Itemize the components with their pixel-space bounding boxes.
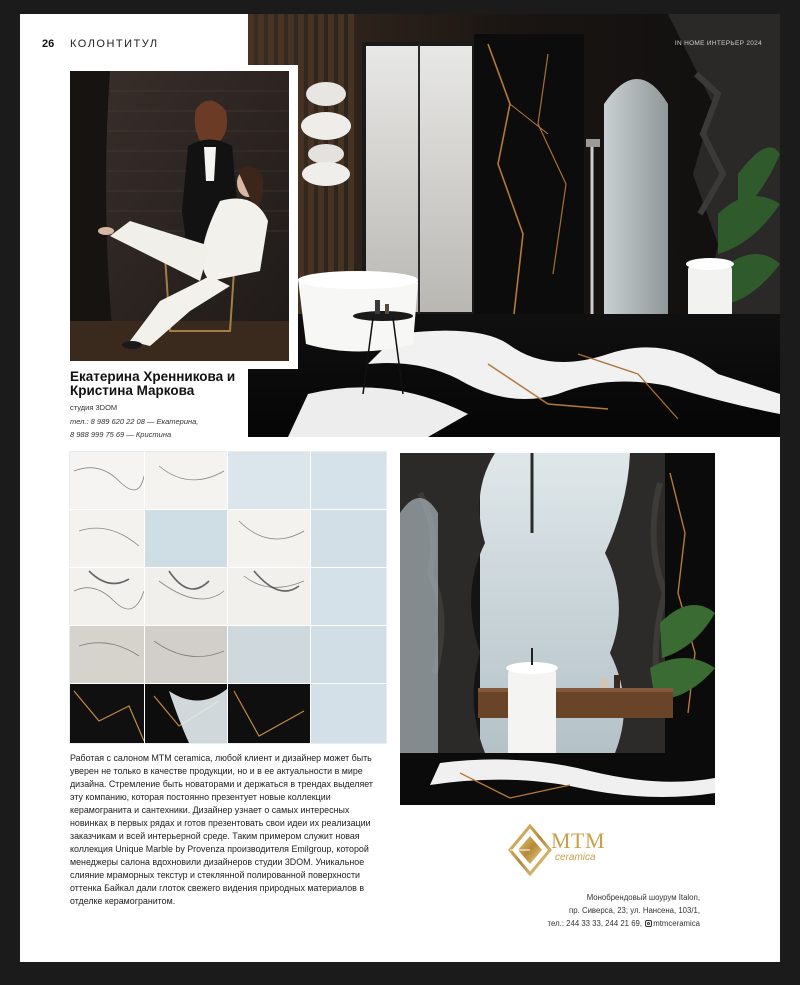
mtm-ceramica-logo [506,822,616,880]
page-number: 26 [42,38,55,50]
brand-subname: ceramica [555,852,596,863]
bathroom-sink-photo [400,453,715,805]
hero-bathroom-photo [248,14,780,437]
section-title: КОЛОНТИТУЛ [70,38,159,50]
magazine-caption: IN HOME ИНТЕРЬЕР 2024 [674,40,762,47]
showroom-line-1: Монобрендовый шоурум Italon, [586,893,700,902]
showroom-info [440,891,700,930]
instagram-icon [645,920,652,927]
showroom-line-2: пр. Сиверса, 23; ул. Нансена, 103/1, [569,906,700,915]
portrait-illustration [70,71,289,361]
showroom-phones: тел.: 244 33 33, 244 21 69, [547,919,643,928]
designers-name: Екатерина Хренникова и Кристина Маркова [70,369,236,398]
diamond-logo-icon [506,822,556,880]
studio-name: студия 3DOM [70,403,118,412]
phone-kristina: 8 988 999 75 69 — Кристина [70,430,172,439]
article-paragraph: Работая с салоном MTM ceramica, любой клиент и дизайнер может быть уверен не только в качестве продукции, но и в ее актуальности в мире дизайна. Стремление быть новаторами и держаться в трендах выделяет эту компанию, которая постоянно презентует новые коллекции керамогранита и сантехники. Дизайнер узнает о самых интересных новинках в первых рядах и готов презентовать свои идеи их реализации заказчикам и всей интерьерной среде. Таким примером служит новая коллекция Unique Marble by Provenza производителя Emilgroup, которой менеджеры салона вдохновили дизайнеров студии 3DOM. Уникальное слияние мраморных текстур и стеклянной полированной поверхности оттенка Байкал дали глоток свежего видения природных материалов в отделке керамогранитом. [70,753,373,906]
tile-samples-photo [69,451,387,744]
sink-illustration [400,453,715,805]
tile-grid [69,451,387,744]
designers-portrait [70,71,289,361]
instagram-handle: mtmceramica [653,919,700,928]
article-body [70,752,386,908]
bathroom-illustration [248,14,780,437]
phone-ekaterina: тел.: 8 989 620 22 08 — Екатерина, [70,417,199,426]
showroom-line-3 [440,917,700,930]
magazine-page [20,14,780,962]
brand-name: MTM [551,828,606,853]
